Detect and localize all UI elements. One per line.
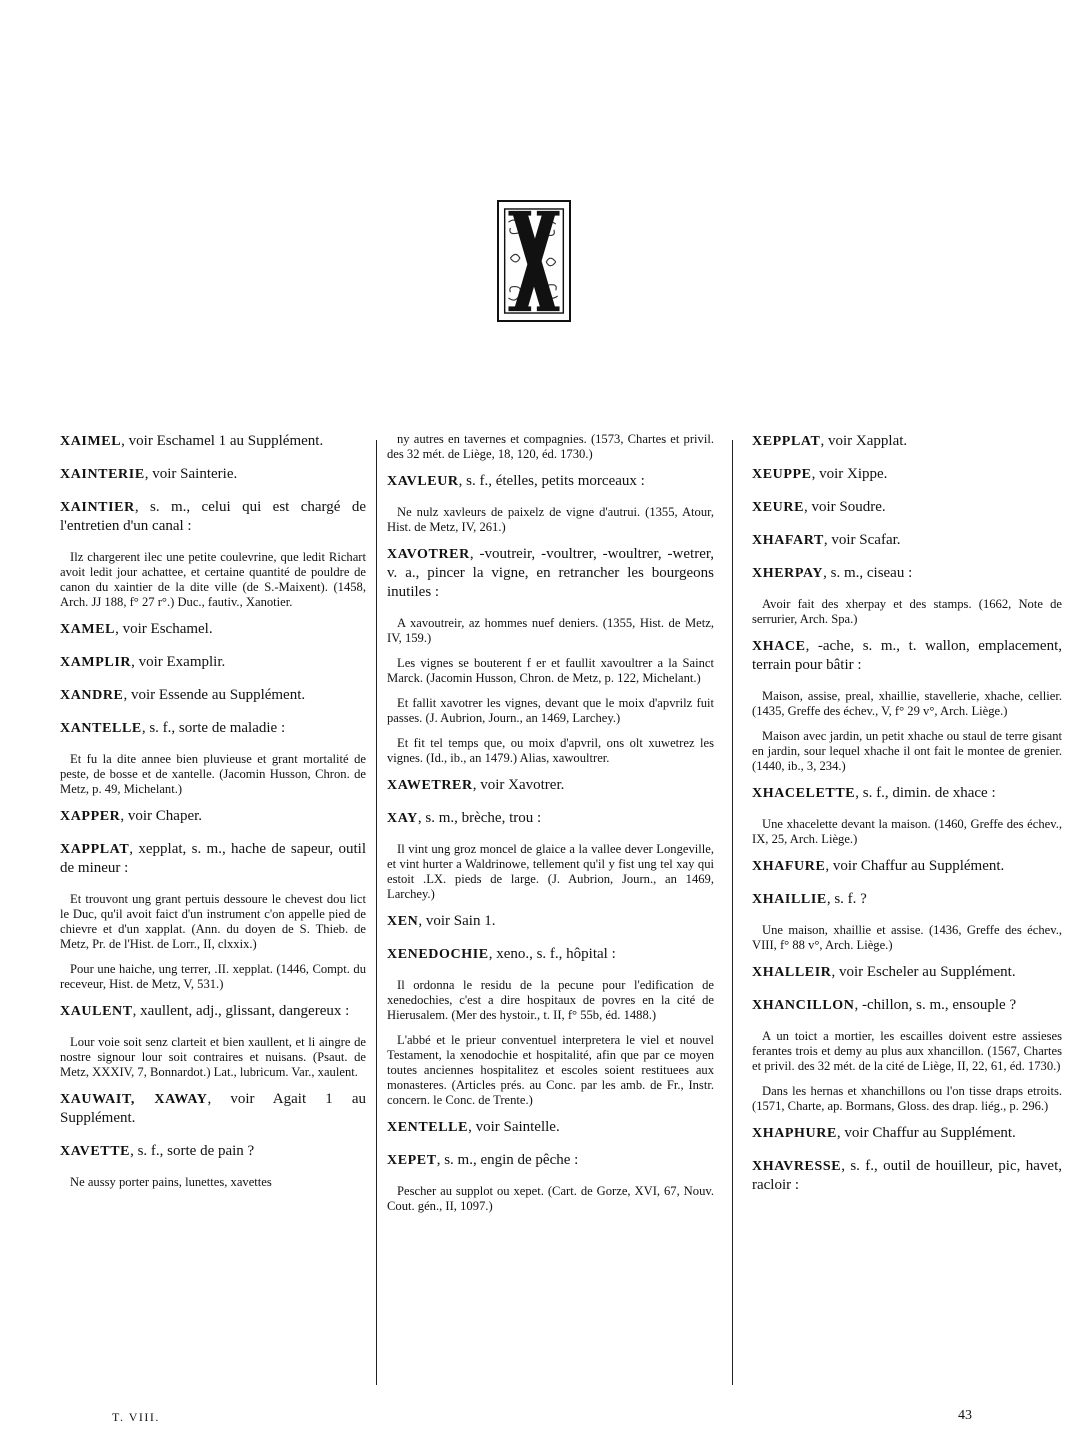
entry-definition: , xaullent, adj., glissant, dangereux : bbox=[132, 1003, 350, 1019]
entry-headword: XHAILLIE bbox=[752, 892, 827, 907]
citation-text: A xavoutreir, az hommes nuef deniers. (1355, Hist. de Metz, IV, 159.) bbox=[387, 616, 714, 645]
entry-definition: , s. m., celui qui est chargé de l'entretien d'un canal : bbox=[60, 499, 366, 534]
entry-headword: XAVLEUR bbox=[387, 474, 459, 489]
citation-text: ny autres en tavernes et compagnies. (1573, Chartes et privil. des 32 mét. de Liège, 18, 120, éd. 1730.) bbox=[387, 432, 714, 461]
entry-definition: , voir Chaper. bbox=[120, 808, 203, 824]
citation-text: A un toict a mortier, les escailles doivent estre assieses ferantes trois et demy au plus aux xhancillon. (1567, Chartes et privil. des 32 mét. de la cité de Liège, II, 22, 61, éd. 1730.) bbox=[752, 1029, 1062, 1073]
entry-headword: XAMEL bbox=[60, 622, 116, 637]
entry-headword: XHAVRESSE bbox=[752, 1159, 842, 1174]
entry-headword: XHALLEIR bbox=[752, 965, 832, 980]
entry-definition: , s. f., sorte de maladie : bbox=[141, 720, 286, 736]
citation-text: Une xhacelette devant la maison. (1460, Greffe des échev., IX, 25, Arch. Liège.) bbox=[752, 817, 1062, 846]
citation-text: Et fit tel temps que, ou moix d'apvril, ons olt xuwetrez les vignes. (Id., ib., an 1479.) Alias, xawoultrer. bbox=[387, 736, 714, 765]
entry-definition: , s. f., outil de houilleur, pic, havet, racloir : bbox=[752, 1158, 1062, 1193]
citation-text: Dans les hernas et xhanchillons ou l'on tisse draps etroits. (1571, Charte, ap. Bormans, Gloss. des drap. liég., p. 296.) bbox=[752, 1084, 1062, 1113]
entry-definition: , -chillon, s. m., ensouple ? bbox=[854, 997, 1017, 1013]
citation-text: Les vignes se bouterent f er et faullit xavoultrer a la Sainct Marck. (Jacomin Husson, Chron. de Metz, p. 122, Michelant.) bbox=[387, 656, 714, 685]
entry-definition: , voir Sainterie. bbox=[144, 466, 238, 482]
entry-headword: XAY bbox=[387, 811, 418, 826]
entry-definition: , xepplat, s. m., hache de sapeur, outil de mineur : bbox=[60, 841, 366, 876]
entry-headword: XAULENT bbox=[60, 1004, 133, 1019]
entry-headword: XAUWAIT, XAWAY bbox=[60, 1092, 208, 1107]
entry-definition: , s. m., engin de pêche : bbox=[436, 1152, 579, 1168]
dictionary-entry bbox=[387, 472, 714, 491]
entry-headword: XHACELETTE bbox=[752, 786, 856, 801]
citation-text: Et fallit xavotrer les vignes, devant que le moix d'apvrilz fuit passes. (J. Aubrion, Journ., an 1469, Larchey.) bbox=[387, 696, 714, 725]
entry-headword: XEURE bbox=[752, 500, 805, 515]
entry-definition: , voir Xapplat. bbox=[820, 433, 908, 449]
entry-headword: XAWETRER bbox=[387, 778, 473, 793]
entry-definition: , voir Essende au Supplément. bbox=[123, 687, 306, 703]
dictionary-entry bbox=[387, 1118, 714, 1137]
entry-definition: , voir Xippe. bbox=[811, 466, 888, 482]
svg-text:X: X bbox=[533, 269, 535, 271]
entry-headword: XAINTIER bbox=[60, 500, 135, 515]
dictionary-entry bbox=[752, 996, 1062, 1015]
dictionary-entry bbox=[752, 1157, 1062, 1195]
dictionary-entry bbox=[387, 776, 714, 795]
entry-definition: , voir Sain 1. bbox=[418, 913, 496, 929]
citation-text: Pescher au supplot ou xepet. (Cart. de Gorze, XVI, 67, Nouv. Cout. gén., II, 1097.) bbox=[387, 1184, 714, 1213]
entry-definition: , voir Examplir. bbox=[131, 654, 226, 670]
citation-text: Il ordonna le residu de la pecune pour l'edification de xenedochies, c'est a dire hospitaux de povres en la cité de Hierusalem. (Mer des hystoir., t. II, f° 55b, éd. 1488.) bbox=[387, 978, 714, 1022]
dictionary-entry bbox=[60, 1142, 366, 1161]
entry-definition: , -ache, s. m., t. wallon, emplacement, terrain pour bâtir : bbox=[752, 638, 1062, 673]
entry-headword: XAPPER bbox=[60, 809, 121, 824]
ornamental-initial-x bbox=[497, 200, 571, 322]
entry-definition: , s. f., ételles, petits morceaux : bbox=[458, 473, 645, 489]
entry-definition: , voir Eschamel. bbox=[115, 621, 213, 637]
entry-headword: XAPPLAT bbox=[60, 842, 130, 857]
dictionary-entry bbox=[387, 912, 714, 931]
entry-headword: XHAPHURE bbox=[752, 1126, 837, 1141]
dictionary-entry bbox=[752, 963, 1062, 982]
entry-definition: , voir Soudre. bbox=[804, 499, 886, 515]
entry-definition: , xeno., s. f., hôpital : bbox=[488, 946, 616, 962]
dictionary-entry bbox=[60, 1002, 366, 1021]
citation-text: Maison avec jardin, un petit xhache ou staul de terre gisant en jardin, sour lequel xhache il ont fait le montee de grenier. (1440, ib., 3, 234.) bbox=[752, 729, 1062, 773]
column-2 bbox=[387, 432, 714, 1224]
dictionary-entry bbox=[387, 945, 714, 964]
entry-definition: , s. f. ? bbox=[826, 891, 867, 907]
page-number: 43 bbox=[958, 1408, 972, 1423]
entry-headword: XHERPAY bbox=[752, 566, 824, 581]
dictionary-entry bbox=[387, 1151, 714, 1170]
column-3 bbox=[752, 432, 1062, 1209]
citation-text: Il vint ung groz moncel de glaice a la vallee dever Longeville, et vint hurter a Waldrinowe, tellement qu'il y fist ung tel xay qui estoit .LX. pieds de large. (J. Aubrion, Journ., an 1469, Larchey.) bbox=[387, 842, 714, 901]
dictionary-entry bbox=[752, 857, 1062, 876]
entry-definition: , s. m., brèche, trou : bbox=[417, 810, 542, 826]
citation-text: Lour voie soit senz clarteit et bien xaullent, et li aingre de nostre signour lour soit contraires et nuisans. (Psaut. de Metz, XXXIV, 7, Bonnardot.) Lat., lubricum. Var., xaulent. bbox=[60, 1035, 366, 1079]
column-divider bbox=[376, 440, 377, 1385]
entry-definition: , s. f., sorte de pain ? bbox=[130, 1143, 255, 1159]
entry-headword: XHAFART bbox=[752, 533, 824, 548]
citation-text: Ne nulz xavleurs de paixelz de vigne d'autrui. (1355, Atour, Hist. de Metz, IV, 261.) bbox=[387, 505, 714, 534]
dictionary-entry bbox=[752, 784, 1062, 803]
citation-text: Une maison, xhaillie et assise. (1436, Greffe des échev., VIII, f° 88 v°, Arch. Liège.) bbox=[752, 923, 1062, 952]
volume-label: T. VIII. bbox=[112, 1410, 160, 1424]
dictionary-entry bbox=[60, 1090, 366, 1128]
entry-headword: XAVETTE bbox=[60, 1144, 131, 1159]
entry-headword: XHAFURE bbox=[752, 859, 826, 874]
citation-text: L'abbé et le prieur conventuel interpretera le viel et nouvel Testament, la xenodochie et hospitalité, afin que par ce moyen toutes anciennes hospitalitez et escoles soient restituees aux monasteres. (Articles prés. au Conc. par les amb. de Fr., Instr. concern. le Conc. de Trente.) bbox=[387, 1033, 714, 1107]
citation-text: Ilz chargerent ilec une petite coulevrine, que ledit Richart avoit ledit jour achattee, et certaine quantité de pouldre de canon du xaintier de la dite ville (de S.-Maixent). (1458, Arch. JJ 188, f° 27 r°.) Duc., fautiv., Xanotier. bbox=[60, 550, 366, 609]
citation-text: Pour une haiche, ung terrer, .II. xepplat. (1446, Compt. du receveur, Hist. de Metz, V, 531.) bbox=[60, 962, 366, 991]
column-1 bbox=[60, 432, 366, 1200]
dictionary-entry bbox=[60, 620, 366, 639]
column-divider bbox=[732, 440, 733, 1385]
entry-definition: , voir Agait 1 au Supplément. bbox=[60, 1091, 366, 1126]
dictionary-entry bbox=[60, 653, 366, 672]
entry-definition: , voir Chaffur au Supplément. bbox=[836, 1125, 1016, 1141]
dictionary-entry bbox=[60, 807, 366, 826]
dictionary-entry bbox=[60, 432, 366, 451]
entry-headword: XEN bbox=[387, 914, 419, 929]
dictionary-entry bbox=[752, 465, 1062, 484]
dictionary-entry bbox=[387, 809, 714, 828]
dictionary-entry bbox=[752, 637, 1062, 675]
dictionary-entry bbox=[60, 719, 366, 738]
entry-definition: , voir Eschamel 1 au Supplément. bbox=[121, 433, 324, 449]
entry-definition: , voir Chaffur au Supplément. bbox=[825, 858, 1005, 874]
citation-text: Et fu la dite annee bien pluvieuse et grant mortalité de peste, de bosse et de xantelle. (Jacomin Husson, Chron. de Metz, p. 49, Michelant.) bbox=[60, 752, 366, 796]
dictionary-entry bbox=[752, 890, 1062, 909]
dictionary-entry bbox=[752, 1124, 1062, 1143]
ornamental-x-icon bbox=[499, 202, 569, 320]
dictionary-entry bbox=[60, 465, 366, 484]
entry-definition: , voir Scafar. bbox=[823, 532, 901, 548]
entry-headword: XAINTERIE bbox=[60, 467, 145, 482]
entry-definition: , s. m., ciseau : bbox=[823, 565, 913, 581]
entry-headword: XENTELLE bbox=[387, 1120, 469, 1135]
entry-headword: XEPET bbox=[387, 1153, 437, 1168]
dictionary-entry bbox=[752, 531, 1062, 550]
entry-headword: XEUPPE bbox=[752, 467, 812, 482]
entry-headword: XHACE bbox=[752, 639, 806, 654]
dictionary-entry bbox=[60, 840, 366, 878]
entry-headword: XANTELLE bbox=[60, 721, 142, 736]
citation-text: Ne aussy porter pains, lunettes, xavettes bbox=[70, 1175, 272, 1189]
entry-headword: XANDRE bbox=[60, 688, 124, 703]
entry-definition: , -voutreir, -voultrer, -woultrer, -wetrer, v. a., pincer la vigne, en retrancher les bourgeons inutiles : bbox=[387, 546, 714, 600]
citation-text: Et trouvont ung grant pertuis dessoure le chevest dou lict le Duc, qu'il avoit faict d'un instrument c'on appelle pied de chievre et d'un xapplat. (Ann. du doyen de S. Thieb. de Metz, Pr. de l'Hist. de Lorr., II, clxxix.) bbox=[60, 892, 366, 951]
dictionary-entry bbox=[387, 545, 714, 602]
citation-text: Avoir fait des xherpay et des stamps. (1662, Note de serrurier, Arch. Spa.) bbox=[752, 597, 1062, 626]
entry-headword: XEPPLAT bbox=[752, 434, 821, 449]
entry-headword: XENEDOCHIE bbox=[387, 947, 489, 962]
dictionary-entry bbox=[752, 564, 1062, 583]
entry-definition: , voir Saintelle. bbox=[468, 1119, 560, 1135]
entry-definition: , s. f., dimin. de xhace : bbox=[855, 785, 996, 801]
entry-headword: XAIMEL bbox=[60, 434, 122, 449]
dictionary-entry bbox=[60, 686, 366, 705]
entry-headword: XAVOTRER bbox=[387, 547, 470, 562]
dictionary-entry bbox=[752, 432, 1062, 451]
dictionary-entry bbox=[752, 498, 1062, 517]
dictionary-entry bbox=[60, 498, 366, 536]
entry-headword: XHANCILLON bbox=[752, 998, 855, 1013]
entry-definition: , voir Escheler au Supplément. bbox=[831, 964, 1016, 980]
citation-text: Maison, assise, preal, xhaillie, stavellerie, xhache, cellier. (1435, Greffe des échev., V, f° 29 v°, Arch. Liège.) bbox=[752, 689, 1062, 718]
entry-headword: XAMPLIR bbox=[60, 655, 132, 670]
entry-definition: , voir Xavotrer. bbox=[472, 777, 565, 793]
